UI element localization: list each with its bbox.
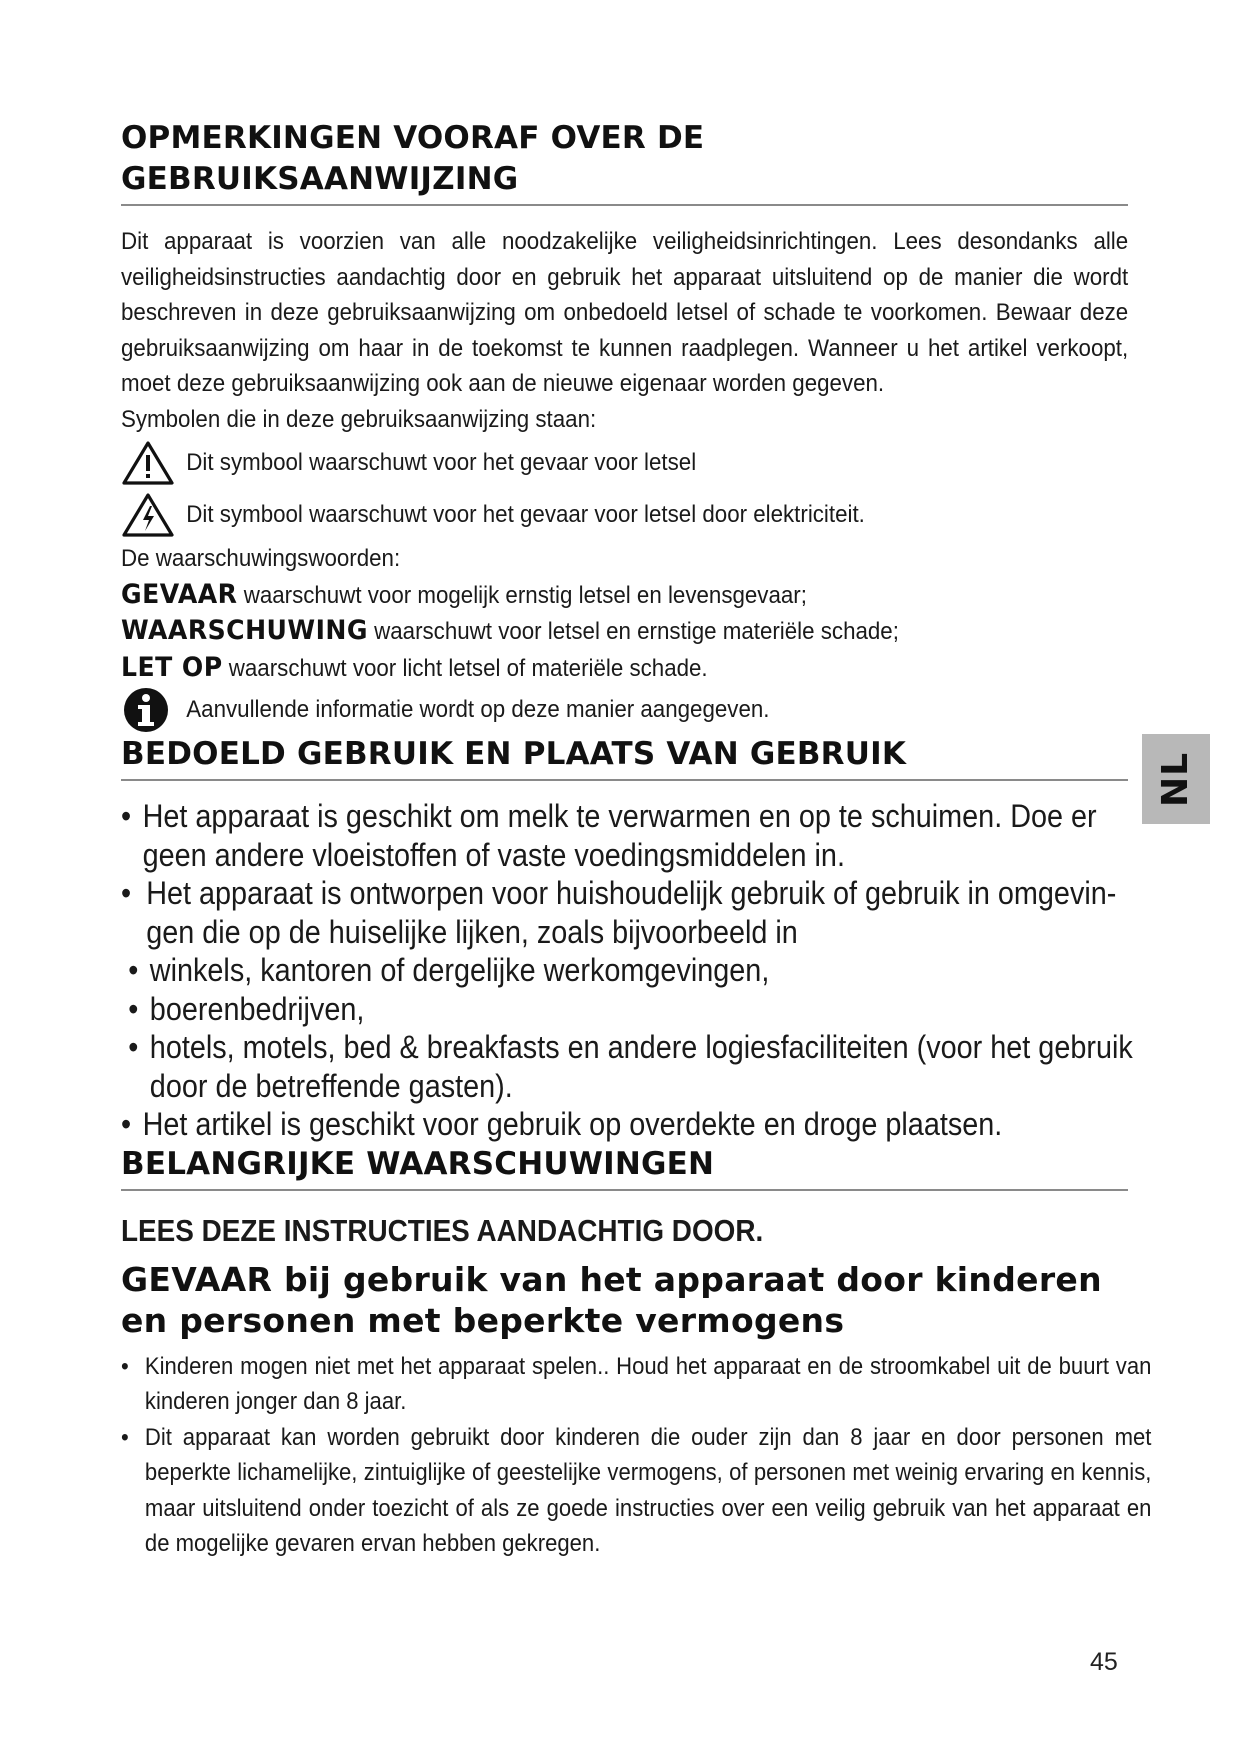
symbols-intro: Symbolen die in deze gebruiksaanwijzing staan: xyxy=(121,405,597,433)
list-item-text: boerenbedrijven, xyxy=(149,990,365,1027)
warning-triangle-icon xyxy=(121,440,177,486)
list-item xyxy=(121,1420,1151,1562)
symbol-warning-row xyxy=(121,437,1128,489)
list-item xyxy=(121,1349,1151,1420)
list-item-text: Het apparaat is geschikt om melk te verwarmen en op te schuimen. Doe er geen andere vloeistoffen of vaste voedingsmiddelen in. xyxy=(142,798,1097,873)
danger-heading-line-2: en personen met beperkte vermogens xyxy=(121,1300,845,1340)
list-item xyxy=(121,990,1155,1029)
section-heading-preliminary-remarks xyxy=(121,118,1128,206)
symbol-electric-text: Dit symbool waarschuwt voor het gevaar voor letsel door elektriciteit. xyxy=(186,501,865,528)
bullet: • xyxy=(121,1352,129,1380)
waarschuwing-description: waarschuwt voor letsel en ernstige materiële schade; xyxy=(367,618,899,645)
bullet: • xyxy=(121,1423,129,1451)
bullet: • xyxy=(128,952,139,988)
list-item-text: Dit apparaat kan worden gebruikt door kinderen die ouder zijn dan 8 jaar en door personen met beperkte lichamelijke, zintuiglijke of geestelijke vermogens, of personen met weinig ervaring en kennis, maar uitsluitend onder toezicht of als ze goede instructies over een veilig gebruik van het apparaat en de mogelijke gevaren ervan hebben gekregen. xyxy=(144,1423,1152,1557)
list-item xyxy=(121,1028,1155,1105)
intro-paragraph: Dit apparaat is voorzien van alle noodzakelijke veiligheidsinrichtingen. Lees desondanks alle veiligheidsinstructies aandachtig door en gebruik het apparaat uitsluitend op de manier die wordt beschreven in deze gebruiksaanwijzing om onbedoeld letsel of schade te voorkomen. Bewaar deze gebruiksaanwijzing om haar in de toekomst te kunnen raadplegen. Wanneer u het artikel verkoopt, moet deze gebruiksaanwijzing ook aan de nieuwe eigenaar worden gegeven. xyxy=(121,228,1129,397)
intended-use-list xyxy=(121,797,1133,1144)
list-item-text: Het apparaat is ontworpen voor huishoudelijk gebruik of gebruik in omgevin- gen die op de huiselijke lijken, zoals bijvoorbeeld in xyxy=(146,875,1117,950)
danger-heading-line-1: GEVAAR bij gebruik van het apparaat door kinderen xyxy=(121,1259,1102,1299)
list-item xyxy=(121,951,1155,990)
section-heading-intended-use: BEDOELD GEBRUIK EN PLAATS VAN GEBRUIK xyxy=(121,734,1128,781)
bullet: • xyxy=(121,875,132,911)
bullet: • xyxy=(121,1106,132,1142)
list-item xyxy=(121,1105,1148,1144)
bullet: • xyxy=(128,1029,139,1065)
list-item xyxy=(121,797,1143,874)
symbol-electric-row xyxy=(121,489,1128,541)
read-instructions-notice: LEES DEZE INSTRUCTIES AANDACHTIG DOOR. xyxy=(121,1212,764,1248)
electric-warning-icon xyxy=(121,492,177,538)
language-tab xyxy=(1142,734,1210,824)
gevaar-description: waarschuwt voor mogelijk ernstig letsel en levensgevaar; xyxy=(237,581,807,609)
list-item-text: Het artikel is geschikt voor gebruik op overdekte en droge plaatsen. xyxy=(142,1106,1003,1142)
language-tab-label: NL xyxy=(1155,751,1197,807)
section-heading-important-warnings: BELANGRIJKE WAARSCHUWINGEN xyxy=(121,1144,1128,1191)
signal-words-intro: De waarschuwingswoorden: xyxy=(121,545,401,572)
keyword-gevaar: GEVAAR xyxy=(121,578,238,610)
bullet: • xyxy=(128,990,139,1027)
symbol-warning-text: Dit symbool waarschuwt voor het gevaar voor letsel xyxy=(186,449,697,476)
list-item-text: Kinderen mogen niet met het apparaat spelen.. Houd het apparaat en de stroomkabel uit de buurt van kinderen jonger dan 8 jaar. xyxy=(144,1352,1152,1415)
info-text: Aanvullende informatie wordt op deze manier aangegeven. xyxy=(186,696,770,723)
keyword-waarschuwing: WAARSCHUWING xyxy=(121,615,368,646)
info-row xyxy=(121,686,1128,734)
heading-line-2: GEBRUIKSAANWIJZING xyxy=(121,161,519,197)
bullet: • xyxy=(121,798,132,834)
page-content xyxy=(121,118,1152,1562)
heading-line-1: OPMERKINGEN VOORAF OVER DE xyxy=(121,120,705,156)
warnings-list xyxy=(121,1349,1152,1562)
signal-word-gevaar xyxy=(121,577,1058,614)
list-item-text: winkels, kantoren of dergelijke werkomgevingen, xyxy=(149,952,770,988)
letop-description: waarschuwt voor licht letsel of materiële schade. xyxy=(222,654,708,682)
signal-word-letop xyxy=(121,650,1058,687)
danger-children-heading xyxy=(121,1259,1128,1341)
list-item-text: hotels, motels, bed & breakfasts en andere logiesfaciliteiten (voor het gebruik door de betreffende gasten). xyxy=(149,1029,1133,1104)
keyword-letop: LET OP xyxy=(121,651,223,683)
page-number: 45 xyxy=(1090,1648,1118,1676)
signal-word-waarschuwing xyxy=(121,613,1058,650)
intro-block xyxy=(121,224,1128,734)
list-item xyxy=(121,874,1152,951)
info-icon xyxy=(121,687,177,733)
